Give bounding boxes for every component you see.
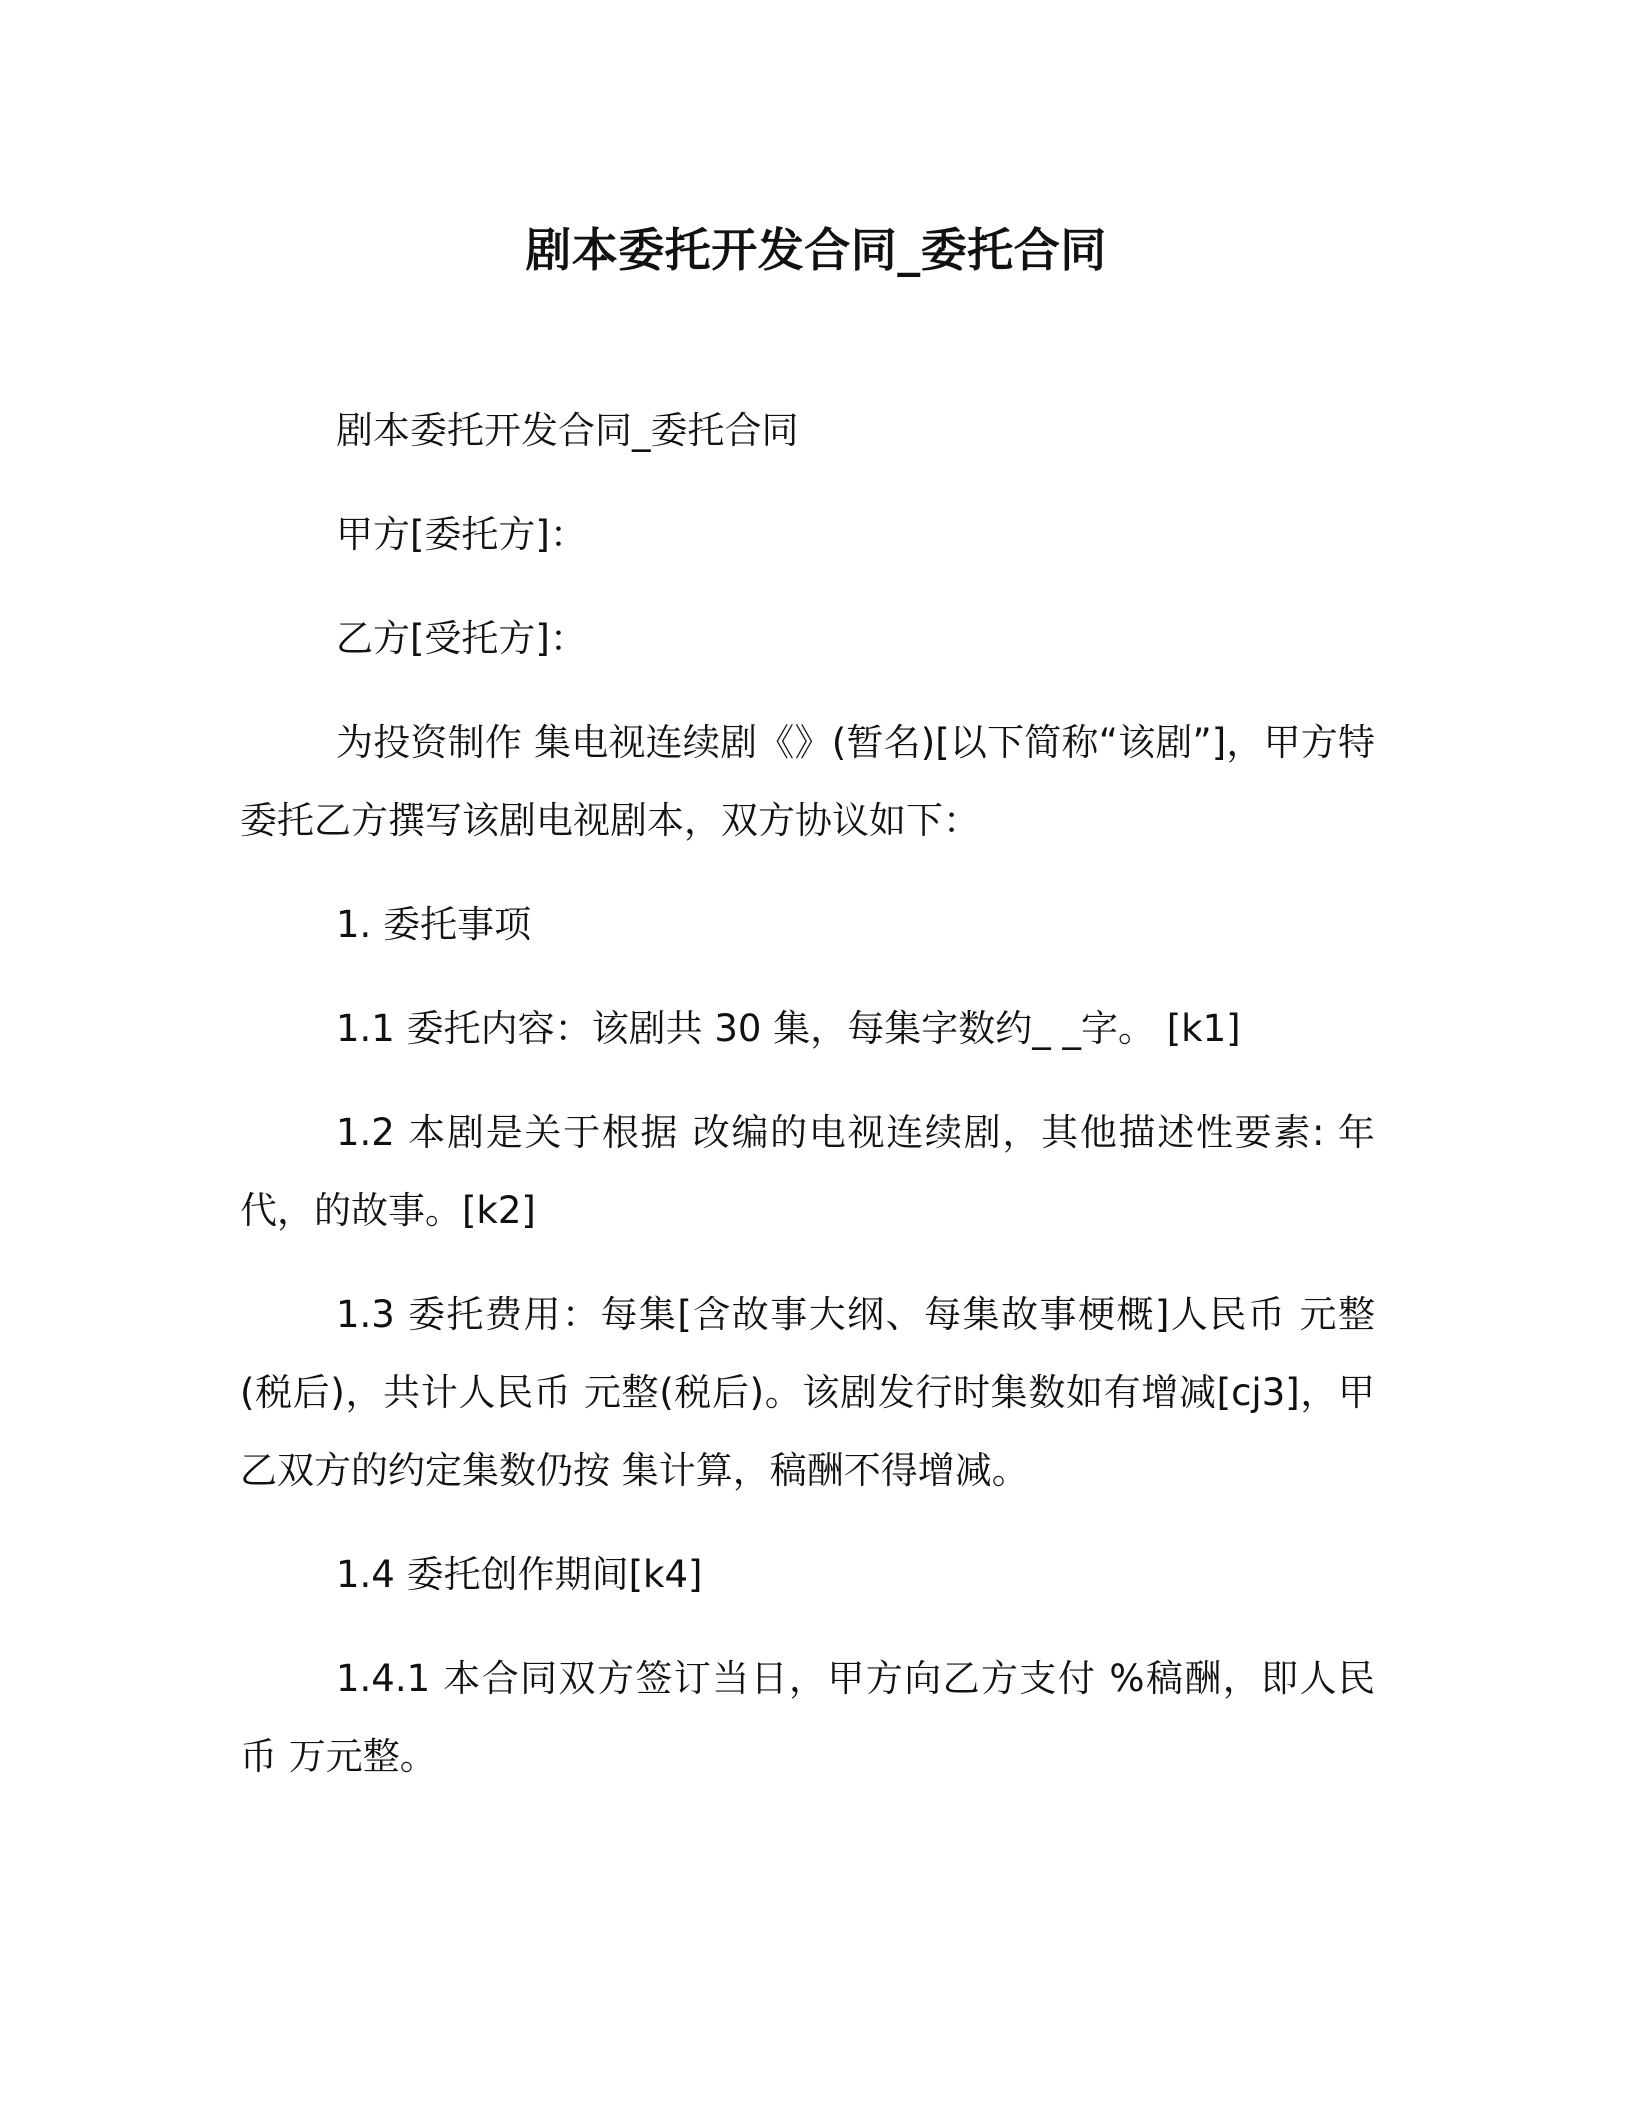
clause-1-3: 1.3 委托费用：每集[含故事大纲、每集故事梗概]人民币 元整(税后)，共计人民币 元整(税后)。该剧发行时集数如有增减[cj3]，甲乙双方的约定集数仍按 集计算，稿酬不得增减。 (240, 1293, 1375, 1492)
paragraph-party-a: 甲方[委托方]： (336, 513, 587, 556)
clause-1-4: 1.4 委托创作期间[k4] (336, 1553, 703, 1596)
document-title: 剧本委托开发合同_委托合同 (525, 223, 1107, 277)
paragraph-party-b: 乙方[受托方]： (336, 617, 587, 660)
clause-1-4-1: 1.4.1 本合同双方签订当日，甲方向乙方支付 %稿酬，即人民币 万元整。 (240, 1657, 1375, 1778)
clause-1-2: 1.2 本剧是关于根据 改编的电视连续剧，其他描述性要素: 年代，的故事。[k2] (240, 1111, 1375, 1232)
clause-1-1: 1.1 委托内容：该剧共 30 集，每集字数约_ _字。 [k1] (336, 1007, 1241, 1050)
paragraph-preamble: 为投资制作 集电视连续剧《》(暂名)[以下简称“该剧”]，甲方特委托乙方撰写该剧电视剧本，双方协议如下： (240, 721, 1375, 842)
document-body (240, 392, 1375, 1822)
section-heading-1: 1. 委托事项 (336, 903, 532, 946)
paragraph-subtitle: 剧本委托开发合同_委托合同 (336, 409, 799, 452)
